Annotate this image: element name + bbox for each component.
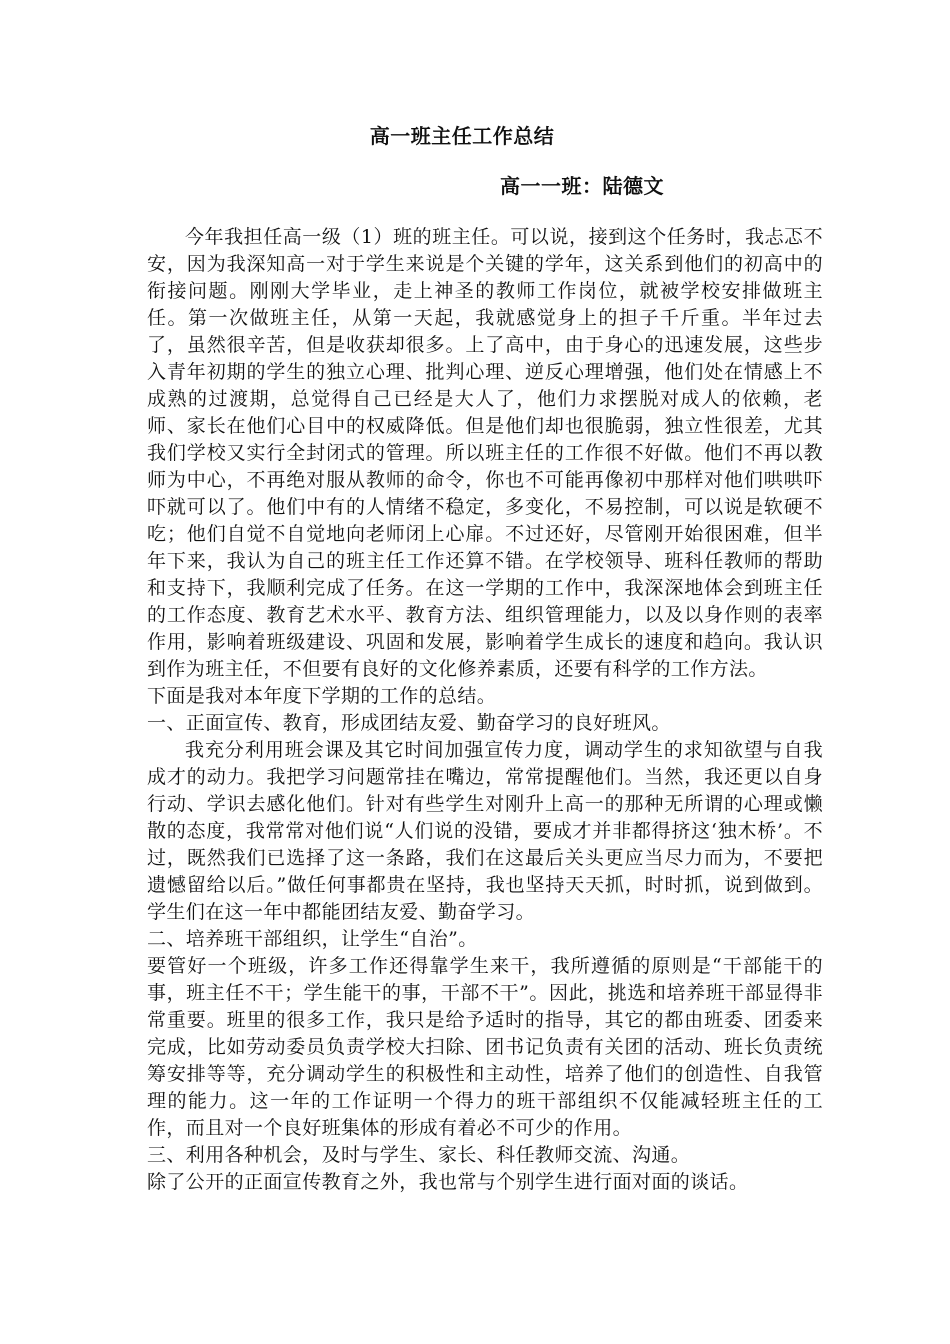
section-heading-3: 三、利用各种机会，及时与学生、家长、科任教师交流、沟通。 xyxy=(147,1144,691,1166)
document-title: 高一班主任工作总结 xyxy=(369,124,555,148)
paragraph-section-3: 除了公开的正面宣传教育之外，我也常与个别学生进行面对面的谈话。 xyxy=(147,1171,749,1193)
document-body xyxy=(147,224,823,1196)
author-line: 高一一班：陆德文 xyxy=(500,174,664,198)
paragraph-section-2: 要管好一个班级，许多工作还得靠学生来干，我所遵循的原则是“干部能干的事，班主任不干；学生能干的事，干部不干”。因此，挑选和培养班干部显得非常重要。班里的很多工作，我只是给予适时的指导，其它的都由班委、团委来完成，比如劳动委员负责学校大扫除、团书记负责有关团的活动、班长负责统筹安排等等，充分调动学生的积极性和主动性，培养了他们的创造性、自我管理的能力。这一年的工作证明一个得力的班干部组织不仅能减轻班主任的工作，而且对一个良好班集体的形成有着必不可少的作用。 xyxy=(147,955,823,1139)
section-heading-2: 二、培养班干部组织，让学生“自治”。 xyxy=(147,928,478,950)
section-heading-1: 一、正面宣传、教育，形成团结友爱、勤奋学习的良好班风。 xyxy=(147,712,671,734)
paragraph-intro: 今年我担任高一级（1）班的班主任。可以说，接到这个任务时，我忐忑不安，因为我深知高一对于学生来说是个关键的学年，这关系到他们的初高中的衔接问题。刚刚大学毕业，走上神圣的教师工作岗位，就被学校安排做班主任。第一次做班主任，从第一天起，我就感觉身上的担子千斤重。半年过去了，虽然很辛苦，但是收获却很多。上了高中，由于身心的迅速发展，这些步入青年初期的学生的独立心理、批判心理、逆反心理增强，他们处在情感上不成熟的过渡期，总觉得自己已经是大人了，他们力求摆脱对成人的依赖，老师、家长在他们心目中的权威降低。但是他们却也很脆弱，独立性很差，尤其我们学校又实行全封闭式的管理。所以班主任的工作很不好做。他们不再以教师为中心，不再绝对服从教师的命令，你也不可能再像初中那样对他们哄哄吓吓就可以了。他们中有的人情绪不稳定，多变化，不易控制，可以说是软硬不吃；他们自觉不自觉地向老师闭上心扉。不过还好，尽管刚开始很困难，但半年下来，我认为自己的班主任工作还算不错。在学校领导、班科任教师的帮助和支持下，我顺利完成了任务。在这一学期的工作中，我深深地体会到班主任的工作态度、教育艺术水平、教育方法、组织管理能力，以及以身作则的表率作用，影响着班级建设、巩固和发展，影响着学生成长的速度和趋向。我认识到作为班主任，不但要有良好的文化修养素质，还要有科学的工作方法。 xyxy=(147,226,823,680)
paragraph-summary-lead: 下面是我对本年度下学期的工作的总结。 xyxy=(147,685,497,707)
paragraph-section-1: 我充分利用班会课及其它时间加强宣传力度，调动学生的求知欲望与自我成才的动力。我把学习问题常挂在嘴边，常常提醒他们。当然，我还更以自身行动、学识去感化他们。针对有些学生对刚升上高一的那种无所谓的心理或懒散的态度，我常常对他们说“人们说的没错，要成才并非都得挤这‘独木桥’。不过，既然我们已选择了这一条路，我们在这最后关头更应当尽力而为，不要把遗憾留给以后。”做任何事都贵在坚持，我也坚持天天抓，时时抓，说到做到。学生们在这一年中都能团结友爱、勤奋学习。 xyxy=(147,739,823,923)
